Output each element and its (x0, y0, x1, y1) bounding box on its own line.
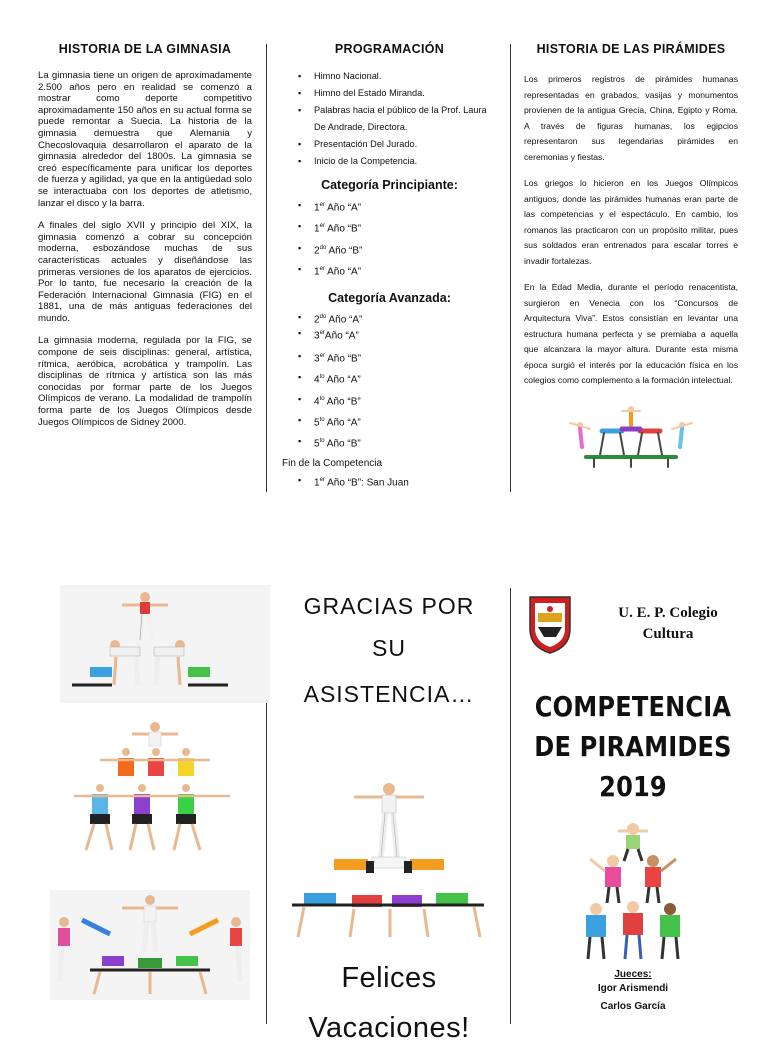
program-item: ▪ Palabras hacia el público de la Prof. Laura De Andrade, Directora. (298, 102, 497, 136)
thanks-panel (280, 585, 498, 1044)
pyramid-illustration-1 (60, 585, 270, 703)
pyramids-paragraph: Los primeros registros de pirámides humanas representadas en grabados, vasijas y monumentos provienen de la antigua Grecia, China, Egipto y Roma. A través de figuras humanas, los egipcios representaron sus legendarias pirámides en ceremonias y fiestas. (524, 74, 738, 162)
kids-pyramid-illustration (578, 819, 688, 969)
divider-top-right (510, 44, 511, 492)
history-column (38, 42, 252, 439)
pyramids-paragraph: En la Edad Media, durante el período renacentista, surgieron en Venecia con los “Concursos de Arquitectura Viva”. Estos consistían en levantar una estructura humana perfecta y se premiaba a aquella que alcanzara la mayor altura. Durante esta misma época surgió el interés por la educación física en los colegios como complemento a la formación intelectual. (524, 282, 738, 385)
competition-title: DE PIRAMIDES (534, 730, 732, 763)
advanced-item: ▪ $5^{to}$ Año “B” (298, 432, 497, 453)
cover-panel (518, 585, 748, 1025)
final-item: ▪ 1er Año “B”: San Juan (298, 471, 497, 492)
advanced-item: ▪ $4^{to}$ Año “B” (298, 390, 497, 411)
program-item: ▪ Himno Nacional. (298, 68, 497, 85)
thanks-line: GRACIAS POR (303, 593, 475, 619)
divider-bottom-right (510, 588, 511, 1024)
history-paragraph: La gimnasia tiene un origen de aproximadamente 2.500 años pero en realidad se comenzó a mostrar como deporte competitivo aproximadamente 150 años en su actual forma se puede remontar a Suecia. La historia de la gimnasia demuestra que Alemania y Checoslovaquia desarrollaron el aparato de la gimnasia alrededor del 1800s. La gimnasia se creó específicamente para unificar los deportes de fuerza y agilidad, ya que en la antigüedad solo se interactuaba con los deportes de atletismo, lanzar el disco y la barra. (38, 70, 252, 209)
advanced-item: ▪ $2^{do}$ Año “A” (298, 311, 497, 326)
vacaciones-text: Vacaciones! (308, 1012, 470, 1044)
felices-text: Felices (341, 962, 437, 994)
program-column (282, 42, 497, 492)
competition-title: COMPETENCIA (534, 690, 732, 723)
beginner-item: ▪ $2^{do}$ Año “B” (298, 239, 497, 260)
school-name-line: U. E. P. Colegio (618, 605, 718, 621)
advanced-list (298, 311, 497, 453)
thanks-line: ASISTENCIA… (303, 681, 475, 707)
pyramid-illustrations-panel (40, 585, 250, 1025)
advanced-item: ▪ $4^{to}$ Año “A” (298, 368, 497, 389)
judge-name: Igor Arismendi (597, 983, 669, 994)
competition-year: 2019 (599, 770, 667, 803)
judge-name: Carlos García (600, 1001, 666, 1012)
advanced-category-title: Categoría Avanzada: (328, 291, 451, 306)
program-title: PROGRAMACIÓN (334, 42, 445, 56)
history-paragraph: La gimnasia moderna, regulada por la FIG, se compone de seis disciplinas: general, artística, rítmica, aeróbica, acrobática y trampolín. Las disciplinas de rítmica y artística son las más conocidas por formar parte de los Juegos Olímpicos de verano. La modalidad de trampolín forma parte de los Juegos Olímpicos desde Juegos Olímpicos de Sidney 2000. (38, 335, 252, 428)
pyramids-column (524, 42, 738, 469)
competition-end-label: Fin de la Competencia (282, 457, 383, 469)
program-item: ▪ Himno del Estado Miranda. (298, 85, 497, 102)
program-list (298, 68, 497, 170)
final-list (298, 471, 497, 492)
small-pyramid-illustration (524, 403, 738, 469)
program-item: ▪ Presentación Del Jurado. (298, 136, 497, 153)
center-pyramid-illustration (284, 775, 494, 945)
school-shield-logo (526, 593, 574, 655)
pyramids-paragraph: Los griegos lo hicieron en los Juegos Olímpicos antiguos, donde las pirámides humanas eran parte de las competencias y el espectáculo. En cambio, los romanos las practicaron con un propósito militar, pues sus soldados eran entrenados para escalar torres e invadir fortalezas. (524, 178, 738, 266)
school-name-line: Cultura (642, 626, 694, 642)
advanced-item: ▪ 3er Año “B” (298, 347, 497, 368)
advanced-item: ▪ $5^{to}$ Año “A” (298, 411, 497, 432)
pyramids-title: HISTORIA DE LAS PIRÁMIDES (536, 42, 726, 56)
history-title: HISTORIA DE LA GIMNASIA (58, 42, 232, 56)
beginner-list (298, 196, 497, 281)
pyramid-illustration-3 (50, 890, 250, 1000)
thanks-line: SU (372, 635, 406, 661)
divider-top-left (266, 44, 267, 492)
program-item: ▪ Inicio de la Competencia. (298, 153, 497, 170)
beginner-category-title: Categoría Principiante: (321, 178, 458, 192)
beginner-item: ▪ 1er Año “B” (298, 217, 497, 238)
beginner-item: ▪ 1er Año “A” (298, 196, 497, 217)
judges-label: Jueces: (614, 969, 652, 980)
beginner-item: ▪ 1er Año “A” (298, 260, 497, 281)
advanced-item: ▪ 3erAño “A” (298, 327, 497, 342)
history-paragraph: A finales del siglo XVII y principio del XIX, la gimnasia comenzó a cobrar su concepción moderna, esbozándose muchas de sus características actuales y diseñándose las primeras versiones de los aparatos de ejercicios. Por lo tanto, fue necesario la creación de la Federación Internacional Gimnasia (FIG) en el 1881, una de más antiguas federaciones del mundo. (38, 220, 252, 324)
pyramid-illustration-2 (60, 720, 250, 860)
